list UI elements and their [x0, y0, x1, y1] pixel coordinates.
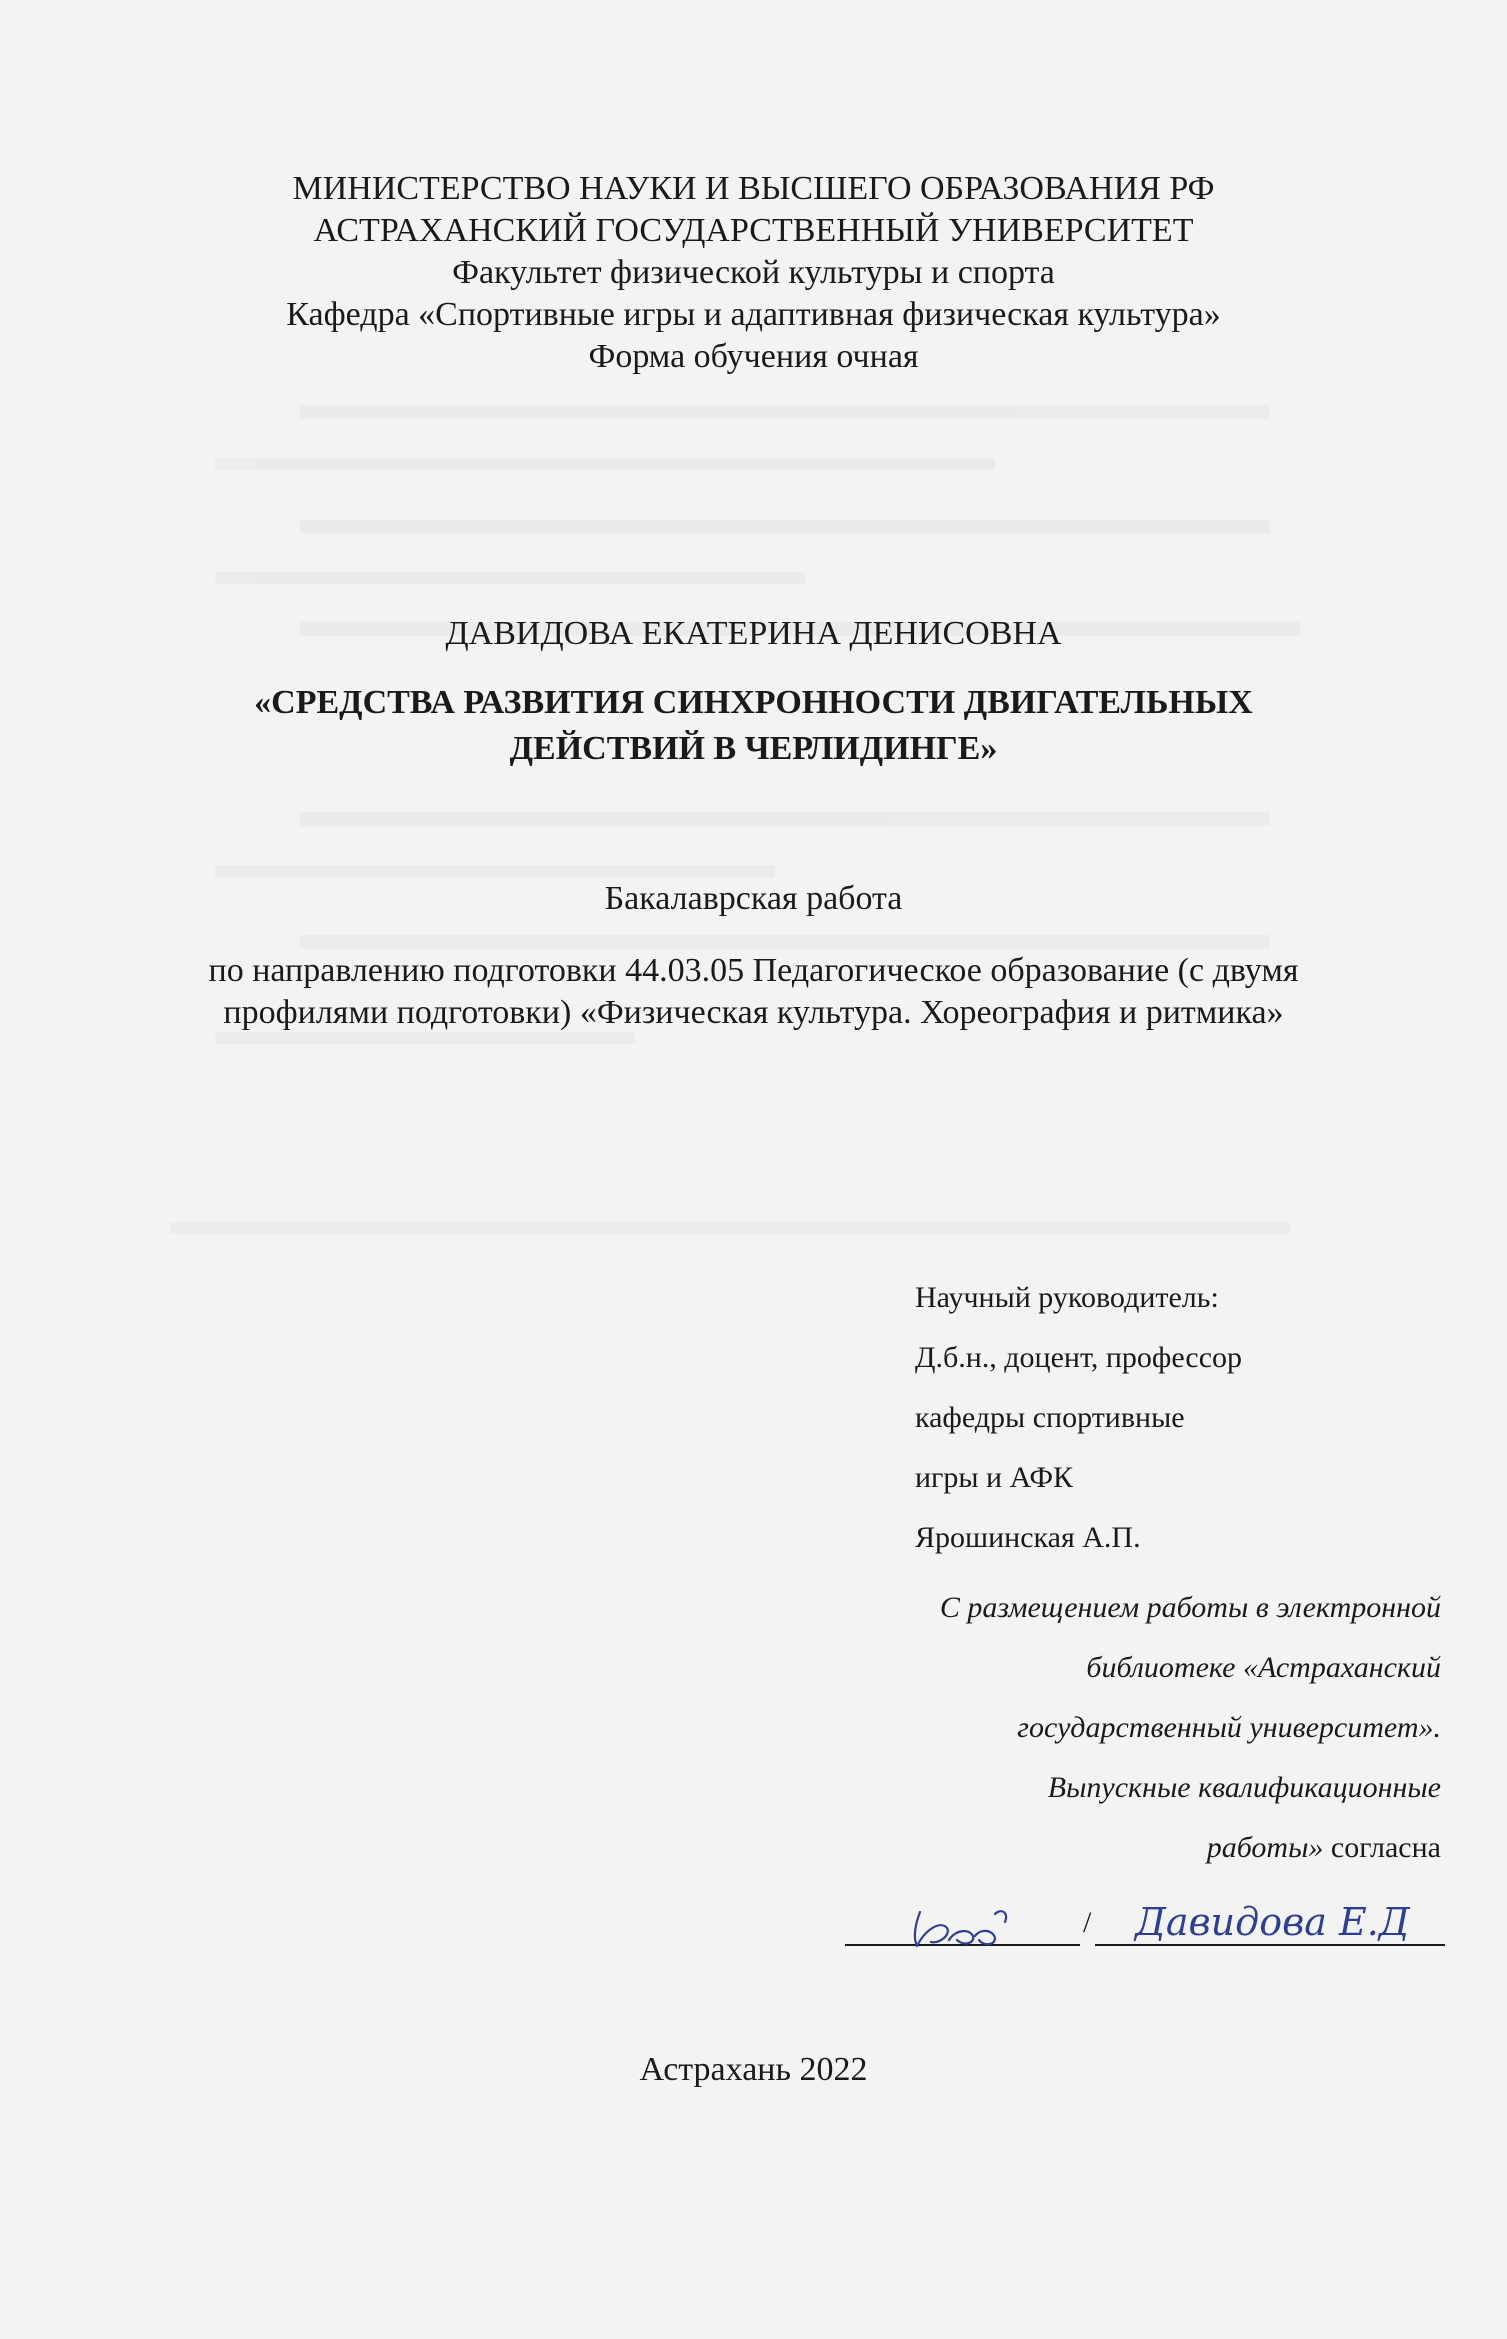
university-name: АСТРАХАНСКИЙ ГОСУДАРСТВЕННЫЙ УНИВЕРСИТЕТ — [313, 212, 1194, 249]
consent-line4: Выпускные квалификационные — [1047, 1771, 1441, 1804]
handwritten-name: Давидова Е.Д — [1135, 1900, 1410, 1944]
supervisor-label: Научный руководитель: — [915, 1281, 1219, 1314]
thesis-title-line2: ДЕЙСТВИЙ В ЧЕРЛИДИНГЕ» — [509, 730, 998, 767]
supervisor-block — [915, 1278, 1242, 1578]
author-name: ДАВИДОВА ЕКАТЕРИНА ДЕНИСОВНА — [445, 615, 1062, 652]
header-block — [0, 168, 1507, 378]
faculty-name: Факультет физической культуры и спорта — [452, 254, 1055, 291]
thesis-title-line1: «СРЕДСТВА РАЗВИТИЯ СИНХРОННОСТИ ДВИГАТЕЛЬНЫХ — [254, 684, 1253, 721]
ministry-name: МИНИСТЕРСТВО НАУКИ И ВЫСШЕГО ОБРАЗОВАНИЯ РФ — [292, 170, 1215, 207]
supervisor-degree: Д.б.н., доцент, профессор — [915, 1341, 1243, 1374]
thesis-title-block — [0, 680, 1507, 772]
consent-line5-italic: работы» — [1206, 1831, 1324, 1864]
consent-line3: государственный университет». — [1017, 1711, 1441, 1744]
department-name: Кафедра «Спортивные игры и адаптивная физическая культура» — [286, 296, 1221, 333]
direction-block — [0, 950, 1507, 1034]
consent-line2: библиотеке «Астраханский — [1086, 1651, 1441, 1684]
consent-line1: С размещением работы в электронной — [939, 1591, 1441, 1624]
consent-line5 — [940, 1828, 1441, 1888]
city-year: Астрахань 2022 — [639, 2051, 868, 2088]
signature-separator: / — [1083, 1906, 1092, 1939]
signature-scribble — [915, 1911, 1006, 1946]
study-form: Форма обучения очная — [588, 338, 919, 375]
consent-block — [940, 1588, 1441, 1888]
author-name-block — [0, 613, 1507, 655]
direction-line2: профилями подготовки) «Физическая культура. Хореография и ритмика» — [223, 994, 1284, 1031]
direction-line1: по направлению подготовки 44.03.05 Педагогическое образование (с двумя — [208, 952, 1299, 989]
supervisor-name: Ярошинская А.П. — [915, 1521, 1141, 1554]
consent-line5-plain: согласна — [1323, 1831, 1441, 1864]
supervisor-department-1: кафедры спортивные — [915, 1401, 1185, 1434]
signature-row — [845, 1900, 1445, 1960]
supervisor-department-2: игры и АФК — [915, 1461, 1074, 1494]
work-type-block — [0, 878, 1507, 920]
work-type: Бакалаврская работа — [604, 880, 903, 917]
